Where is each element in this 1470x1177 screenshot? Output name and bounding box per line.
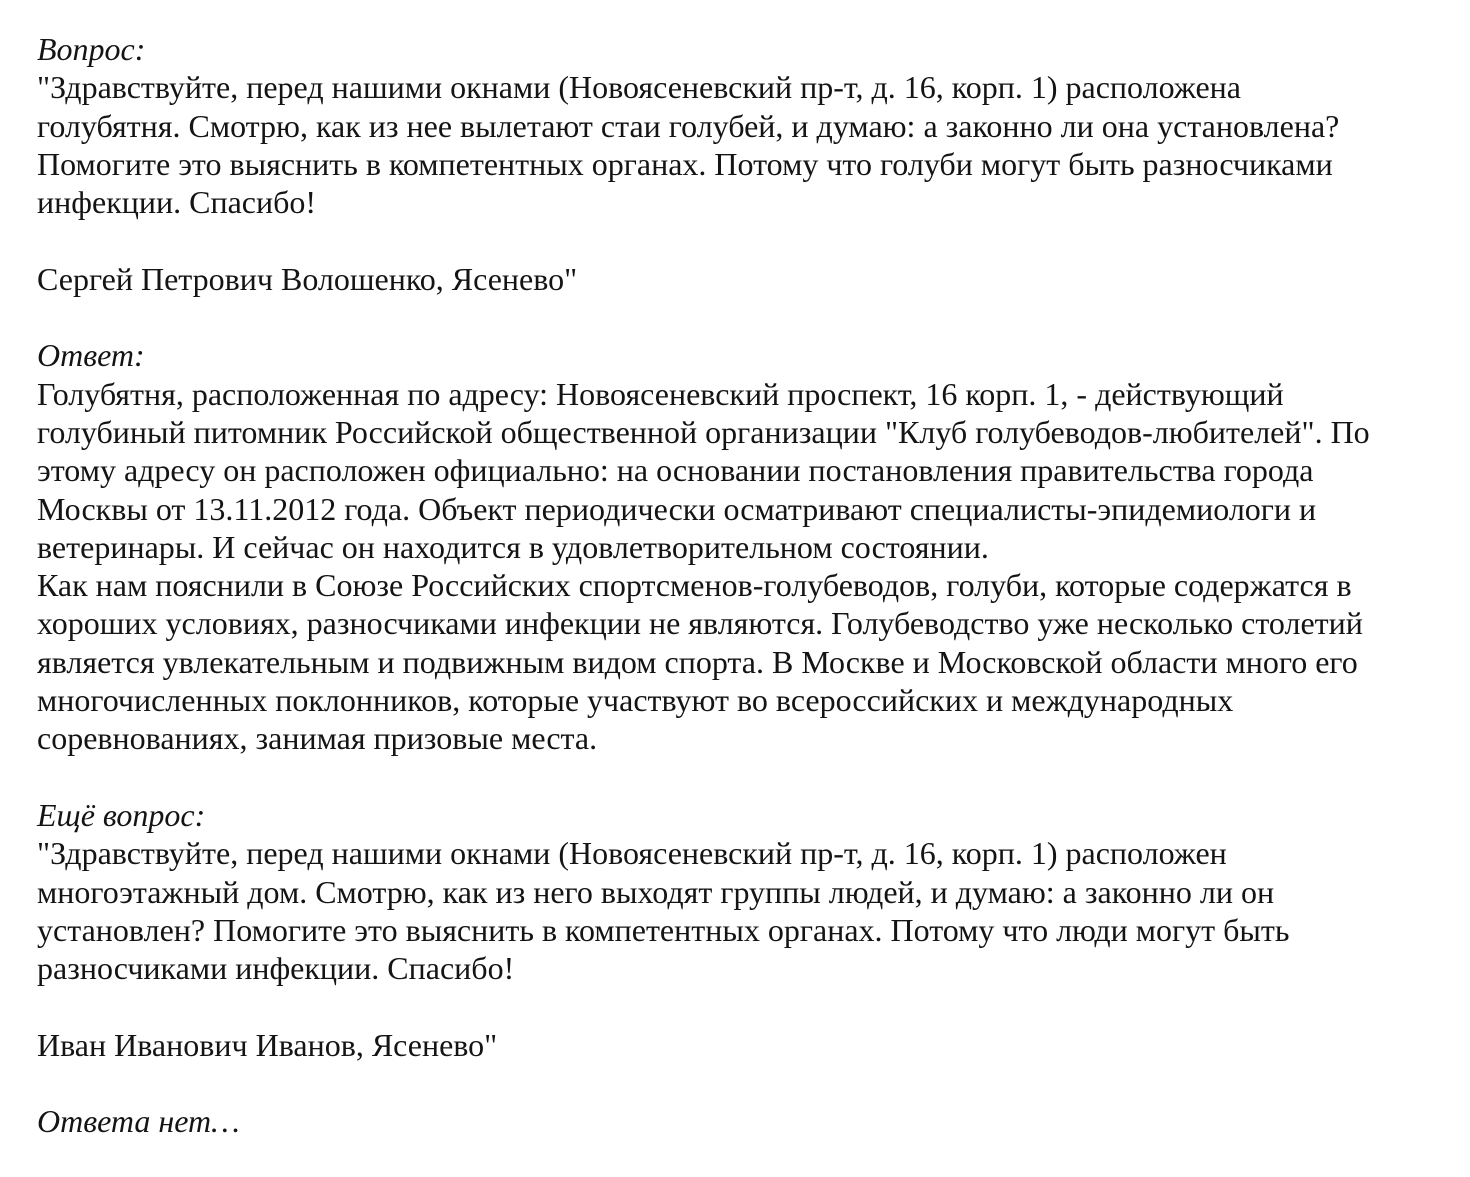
no-answer-note: Ответа нет…: [37, 1103, 240, 1140]
answer-line: голубиный питомник Российской общественной организации "Клуб голубеводов-любителей". По: [37, 413, 1370, 450]
second-question-line: разносчиками инфекции. Спасибо!: [37, 950, 515, 987]
answer-line: этому адресу он расположен официально: на основании постановления правительства города: [37, 452, 1314, 489]
second-question-signature: Иван Иванович Иванов, Ясенево": [37, 1026, 498, 1063]
question-heading: Вопрос:: [37, 31, 146, 67]
paragraph-gap: [37, 1064, 1470, 1102]
question-line: Помогите это выяснить в компетентных органах. Потому что голуби могут быть разносчиками: [37, 145, 1333, 182]
answer-line: Как нам пояснили в Союзе Российских спортсменов-голубеводов, голуби, которые содержатся в: [37, 567, 1352, 604]
second-question-line: многоэтажный дом. Смотрю, как из него выходят группы людей, и думаю: а законно ли он: [37, 873, 1275, 910]
answer-line: Голубятня, расположенная по адресу: Новоясеневский проспект, 16 корп. 1, - действующий: [37, 375, 1284, 412]
second-question-line: "Здравствуйте, перед нашими окнами (Новоясеневский пр-т, д. 16, корп. 1) расположен: [37, 835, 1227, 872]
answer-line: Москвы от 13.11.2012 года. Объект периодически осматривают специалисты-эпидемиологи и: [37, 490, 1317, 527]
question-line: инфекции. Спасибо!: [37, 184, 317, 221]
answer-line: многочисленных поклонников, которые участвуют во всероссийских и международных: [37, 682, 1234, 719]
answer-line: хороших условиях, разносчиками инфекции не являются. Голубеводство уже несколько столетий: [37, 605, 1363, 642]
answer-line: ветеринары. И сейчас он находится в удовлетворительном состоянии.: [37, 528, 989, 565]
paragraph-gap: [37, 758, 1470, 796]
answer-line: является увлекательным и подвижным видом спорта. В Москве и Московской области много его: [37, 643, 1358, 680]
question-signature: Сергей Петрович Волошенко, Ясенево": [37, 260, 578, 297]
paragraph-gap: [37, 987, 1470, 1025]
answer-heading: Ответ:: [37, 337, 145, 374]
question-line: "Здравствуйте, перед нашими окнами (Новоясеневский пр-т, д. 16, корп. 1) расположена: [37, 69, 1241, 106]
second-question-heading: Ещё вопрос:: [37, 796, 206, 833]
paragraph-gap: [37, 298, 1470, 336]
answer-line: соревнованиях, занимая призовые места.: [37, 720, 598, 757]
paragraph-gap: [37, 221, 1470, 259]
question-line: голубятня. Смотрю, как из нее вылетают стаи голубей, и думаю: а законно ли она установлена?: [37, 107, 1340, 144]
second-question-line: установлен? Помогите это выяснить в компетентных органах. Потому что люди могут быть: [37, 911, 1290, 948]
